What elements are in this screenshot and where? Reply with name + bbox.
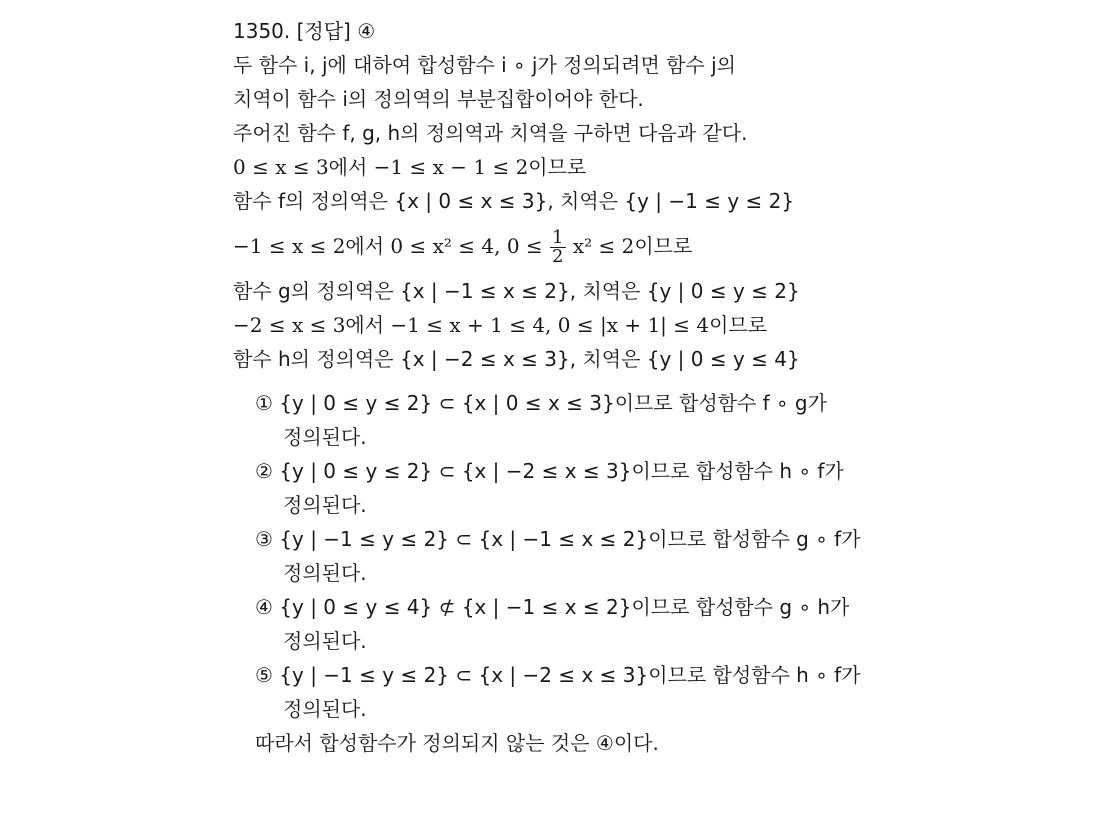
option-5-line-2: 정의된다.	[283, 697, 367, 721]
g-domain-range-summary: 함수 g의 정의역은 {x | −1 ≤ x ≤ 2}, 치역은 {y | 0 ≤ y ≤ 2}	[233, 279, 800, 303]
fraction-numerator: 1	[552, 227, 564, 248]
option-5-line-1: ⑤ {y | −1 ≤ y ≤ 2} ⊂ {x | −2 ≤ x ≤ 3}이므로 합성함수 h ∘ f가	[255, 663, 861, 687]
h-domain-range-summary: 함수 h의 정의역은 {x | −2 ≤ x ≤ 3}, 치역은 {y | 0 ≤ y ≤ 4}	[233, 347, 800, 371]
g-range-calc-post: x² ≤ 2이므로	[572, 234, 693, 258]
g-range-calculation	[233, 218, 953, 274]
option-4-line-1: ④ {y | 0 ≤ y ≤ 4} ⊄ {x | −1 ≤ x ≤ 2}이므로 합성함수 g ∘ h가	[255, 595, 850, 619]
conclusion: 따라서 합성함수가 정의되지 않는 것은 ④이다.	[255, 731, 659, 755]
one-half-fraction	[550, 229, 565, 266]
fraction-denominator: 2	[552, 246, 564, 267]
intro-line-3: 주어진 함수 f, g, h의 정의역과 치역을 구하면 다음과 같다.	[233, 121, 748, 145]
intro-line-1: 두 함수 i, j에 대하여 합성함수 i ∘ j가 정의되려면 함수 j의	[233, 53, 736, 77]
answer-header: 1350. [정답] ④	[233, 19, 376, 43]
intro-line-2: 치역이 함수 i의 정의역의 부분집합이어야 한다.	[233, 87, 644, 111]
option-3-line-1: ③ {y | −1 ≤ y ≤ 2} ⊂ {x | −1 ≤ x ≤ 2}이므로 합성함수 g ∘ f가	[255, 527, 861, 551]
f-domain-range-summary: 함수 f의 정의역은 {x | 0 ≤ x ≤ 3}, 치역은 {y | −1 ≤ y ≤ 2}	[233, 189, 795, 213]
solution-document	[233, 14, 953, 760]
option-2-line-2: 정의된다.	[283, 493, 367, 517]
option-4-line-2: 정의된다.	[283, 629, 367, 653]
option-1-line-2: 정의된다.	[283, 425, 367, 449]
option-3-line-2: 정의된다.	[283, 561, 367, 585]
option-1-line-1: ① {y | 0 ≤ y ≤ 2} ⊂ {x | 0 ≤ x ≤ 3}이므로 합성함수 f ∘ g가	[255, 391, 827, 415]
f-range-calculation: 0 ≤ x ≤ 3에서 −1 ≤ x − 1 ≤ 2이므로	[233, 155, 587, 179]
option-2-line-1: ② {y | 0 ≤ y ≤ 2} ⊂ {x | −2 ≤ x ≤ 3}이므로 합성함수 h ∘ f가	[255, 459, 844, 483]
h-range-calculation: −2 ≤ x ≤ 3에서 −1 ≤ x + 1 ≤ 4, 0 ≤ |x + 1| ≤ 4이므로	[233, 313, 768, 337]
g-range-calc-pre: −1 ≤ x ≤ 2에서 0 ≤ x² ≤ 4, 0 ≤	[233, 234, 543, 258]
